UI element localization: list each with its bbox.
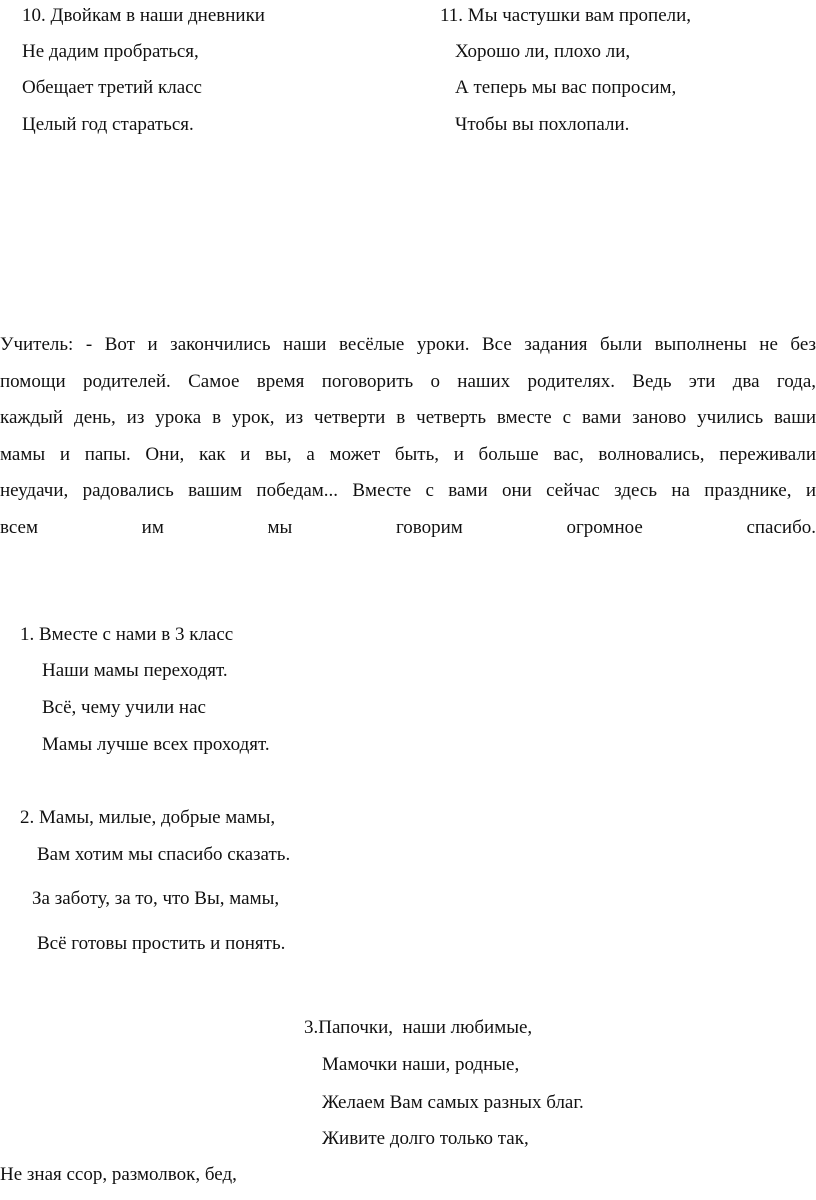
poem-3-line-5: Не зная ссор, размолвок, бед, [0, 1164, 237, 1185]
verse-10-line-3: Обещает третий класс [22, 77, 202, 98]
verse-11-line-2: Хорошо ли, плохо ли, [455, 41, 631, 62]
teacher-line-2: помощи родителей. Самое время поговорить о наших родителях. Ведь эти два года, [0, 370, 816, 392]
poem-3-line-4: Живите долго только так, [322, 1128, 529, 1149]
teacher-line-3: каждый день, из урока в урок, из четверти в четверть вместе с вами заново учились ваши [0, 407, 816, 428]
teacher-line-6: всем им мы говорим огромное спасибо. [0, 516, 816, 538]
poem-2-line-4: Всё готовы простить и понять. [37, 933, 286, 954]
poem-1-line-1: 1. Вместе с нами в 3 класс [20, 624, 234, 645]
verse-10-line-2: Не дадим пробраться, [22, 41, 199, 62]
teacher-line-5: неудачи, радовались вашим победам... Вместе с вами они сейчас здесь на празднике, и [0, 480, 816, 501]
poem-1-line-2: Наши мамы переходят. [42, 660, 228, 681]
verse-10-line-4: Целый год стараться. [22, 114, 194, 135]
poem-3-line-2: Мамочки наши, родные, [322, 1054, 520, 1075]
teacher-paragraph [0, 327, 816, 546]
verse-10-line-1: 10. Двойкам в наши дневники [22, 5, 265, 26]
poem-2-line-2: Вам хотим мы спасибо сказать. [37, 844, 291, 865]
poem-1-line-3: Всё, чему учили нас [42, 697, 206, 718]
teacher-line-1: Учитель: - Вот и закончились наши весёлые уроки. Все задания были выполнены не без [0, 334, 816, 355]
teacher-line-4: мамы и папы. Они, как и вы, а может быть, и больше вас, волновались, переживали [0, 443, 816, 465]
poem-3-line-1: 3.Папочки, наши любимые, [304, 1017, 533, 1038]
poem-2-line-1: 2. Мамы, милые, добрые мамы, [20, 807, 276, 828]
verse-11-line-1: 11. Мы частушки вам пропели, [440, 5, 692, 26]
verse-11-line-4: Чтобы вы похлопали. [455, 114, 630, 135]
poem-1-line-4: Мамы лучше всех проходят. [42, 734, 270, 755]
poem-2-line-3: За заботу, за то, что Вы, мамы, [32, 888, 280, 909]
verse-11-line-3: А теперь мы вас попросим, [455, 77, 677, 98]
poem-3-line-3: Желаем Вам самых разных благ. [322, 1092, 584, 1113]
